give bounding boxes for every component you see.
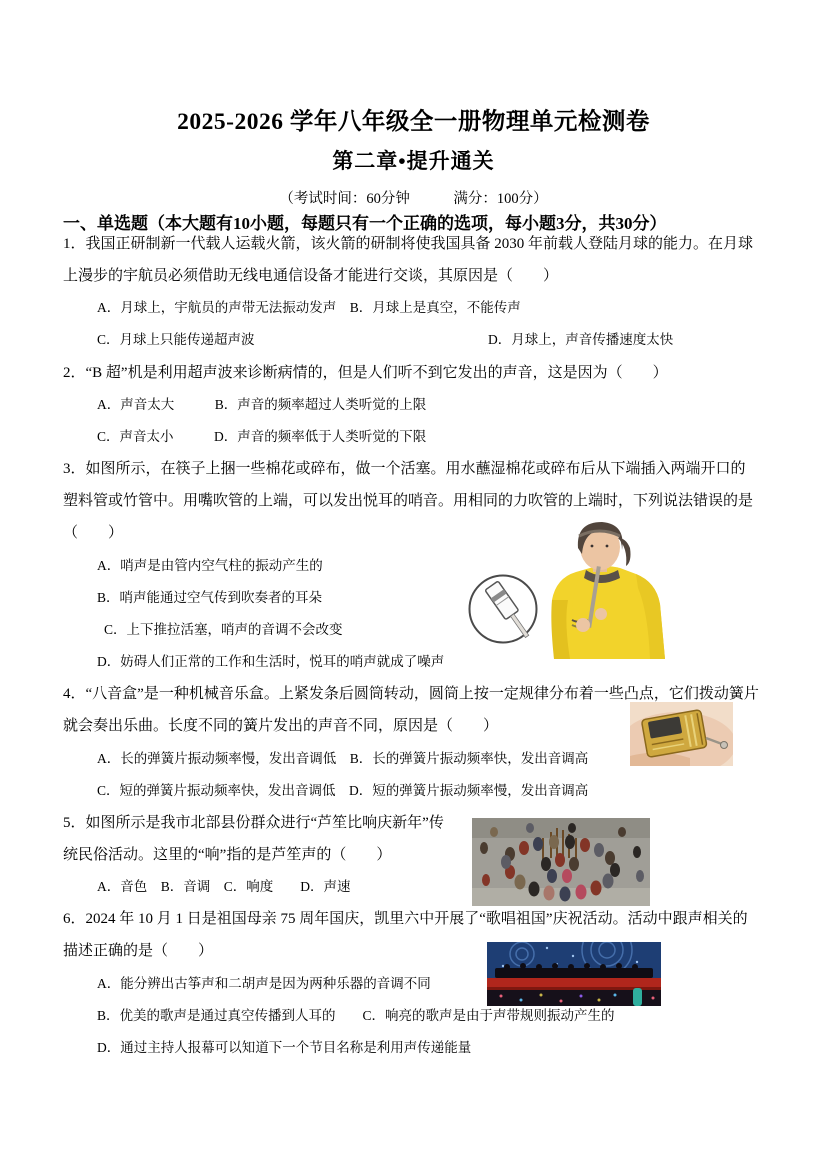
q1-options-cd xyxy=(63,324,769,356)
q3-stem-line-2: 塑料管或竹管中。用嘴吹管的上端，可以发出悦耳的哨音。用相同的力吹管的上端时，下列说法错误的是 xyxy=(63,493,754,510)
q5-stem-line-1: 5．如图所示是我市北部县份群众进行“芦笙比响庆新年”传 xyxy=(63,814,444,831)
q6-option-a: A．能分辨出古筝声和二胡声是因为两种乐器的音调不同 xyxy=(97,975,431,991)
q1-option-c: C．月球上只能传递超声波 xyxy=(97,332,255,348)
q6-figure-stage-image xyxy=(487,942,661,1006)
q6-option-d: D．通过主持人报幕可以知道下一个节目名称是利用声传递能量 xyxy=(97,1039,472,1055)
exam-info-line: （考试时间：60分钟 满分：100分） xyxy=(279,191,548,207)
chapter-subtitle: 第二章•提升通关 xyxy=(332,149,495,173)
q3-stem-line-3: （ ） xyxy=(63,525,124,542)
q4-stem-line-2: 就会奏出乐曲。长度不同的簧片发出的声音不同，原因是（ ） xyxy=(63,718,499,735)
q5-stem-line-2: 统民俗活动。这里的“响”指的是芦笙声的（ ） xyxy=(63,846,392,863)
q1-stem-line-1: 1．我国正研制新一代载人运载火箭，该火箭的研制将使我国具备 2030 年前载人登陆月球的能力。在月球 xyxy=(63,236,754,252)
q5-figure-crowd-image xyxy=(472,818,650,906)
q2-options-ab: A．声音太大 B．声音的频率超过人类听觉的上限 xyxy=(97,396,427,412)
q3-option-c: C．上下推拉活塞，哨声的音调不会改变 xyxy=(104,621,343,637)
q2-options-cd: C．声音太小 D．声音的频率低于人类听觉的下限 xyxy=(97,428,427,444)
q6-stem-line-1: 6．2024 年 10 月 1 日是祖国母亲 75 周年国庆，凯里六中开展了“歌唱祖国”庆祝活动。活动中跟声相关的 xyxy=(63,911,748,928)
q2-stem-line-1: 2．“B 超”机是利用超声波来诊断病情的，但是人们听不到它发出的声音，这是因为（ ） xyxy=(63,364,668,381)
q3-option-d: D．妨碍人们正常的工作和生活时，悦耳的哨声就成了噪声 xyxy=(97,654,445,670)
q3-option-b: B．哨声能通过空气传到吹奏者的耳朵 xyxy=(97,589,323,605)
q1-options-ab: A．月球上，宇航员的声带无法振动发声 B．月球上是真空，不能传声 xyxy=(97,300,521,316)
q3-figure-whistle-girl-image xyxy=(466,522,696,659)
q1-option-d: D．月球上，声音传播速度太快 xyxy=(488,332,674,348)
q5-options: A．音色 B．音调 C．响度 D．声速 xyxy=(97,879,351,895)
q3-option-a: A．哨声是由管内空气柱的振动产生的 xyxy=(97,557,323,573)
q6-stem-line-2: 描述正确的是（ ） xyxy=(63,943,214,960)
q3-stem-line-1: 3．如图所示，在筷子上捆一些棉花或碎布，做一个活塞。用水蘸湿棉花或碎布后从下端插入两端开口的 xyxy=(63,461,746,478)
q4-options-cd: C．短的弹簧片振动频率快，发出音调低 D．短的弹簧片振动频率慢，发出音调高 xyxy=(97,782,589,798)
page-title: 2025-2026 学年八年级全一册物理单元检测卷 xyxy=(177,109,650,135)
q6-options-bc: B．优美的歌声是通过真空传播到人耳的 C．响亮的歌声是由于声带规则振动产生的 xyxy=(97,1007,615,1023)
q4-figure-music-box-image xyxy=(630,702,733,766)
q4-stem-line-1: 4．“八音盒”是一种机械音乐盒。上紧发条后圆筒转动，圆筒上按一定规律分布着一些凸点，它们拨动簧片 xyxy=(63,686,759,703)
q1-stem-line-2: 上漫步的宇航员必须借助无线电通信设备才能进行交谈，其原因是（ ） xyxy=(63,268,559,285)
section-heading: 一、单选题（本大题有10小题，每题只有一个正确的选项，每小题3分，共30分） xyxy=(63,214,667,233)
q4-options-ab: A．长的弹簧片振动频率慢，发出音调低 B．长的弹簧片振动频率快，发出音调高 xyxy=(97,750,589,766)
